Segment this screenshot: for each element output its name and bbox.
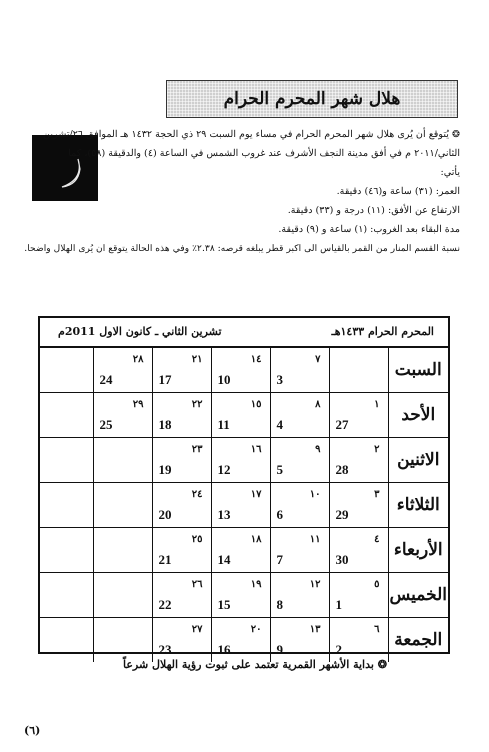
calendar-cell xyxy=(93,348,152,393)
intro-line: مدة البقاء بعد الغروب: (١) ساعة و (٩) دقيقة. xyxy=(278,224,460,235)
intro-line: العمر: (٣١) ساعة و(٤٦) دقيقة. xyxy=(336,186,460,197)
calendar-row xyxy=(40,438,448,483)
hijri-day-number: ٢٨ xyxy=(132,354,144,365)
calendar-cell xyxy=(93,438,152,483)
intro-line: الثاني/٢٠١١ م في أفق مدينة النجف الأشرف عند غروب الشمس في الساعة (٤) والدقيقة (٥٨)، كما xyxy=(68,148,460,159)
gregorian-day-number: 5 xyxy=(276,462,283,477)
hijri-day-number: ١٣ xyxy=(309,624,321,635)
hijri-day-number: ١ xyxy=(374,399,380,410)
hijri-day-number: ٣ xyxy=(374,489,380,500)
gregorian-day-number: 13 xyxy=(217,507,231,522)
gregorian-day-number: 22 xyxy=(158,597,172,612)
calendar-cell xyxy=(270,528,329,573)
title-banner xyxy=(166,80,458,118)
calendar-cell xyxy=(211,528,270,573)
hijri-month-title: المحرم الحرام ١٤٣٣هـ xyxy=(331,325,434,338)
gregorian-day-number: 4 xyxy=(276,417,283,432)
calendar-cell xyxy=(152,573,211,618)
gregorian-day-number: 25 xyxy=(99,417,113,432)
calendar-cell xyxy=(40,618,93,663)
calendar-cell xyxy=(329,438,388,483)
footnote: ❂ بداية الأشهر القمرية تعتمد على ثبوت رؤية الهلال شرعاً xyxy=(122,658,387,671)
gregorian-day-number: 2 xyxy=(335,642,342,657)
calendar-cell xyxy=(270,438,329,483)
calendar-cell xyxy=(329,573,388,618)
calendar-cell xyxy=(93,618,152,663)
gregorian-day-number: 23 xyxy=(158,642,172,657)
calendar-grid xyxy=(40,348,448,662)
gregorian-day-number: 9 xyxy=(276,642,283,657)
calendar-cell xyxy=(152,528,211,573)
gregorian-day-number: 7 xyxy=(276,552,283,567)
calendar-cell xyxy=(152,393,211,438)
gregorian-day-number: 3 xyxy=(276,372,283,387)
hijri-day-number: ٢٩ xyxy=(132,399,144,410)
hijri-day-number: ١١ xyxy=(309,534,321,545)
gregorian-day-number: 8 xyxy=(276,597,283,612)
hijri-day-number: ١٠ xyxy=(309,489,321,500)
calendar-cell xyxy=(93,393,152,438)
calendar-cell xyxy=(152,348,211,393)
calendar-cell xyxy=(152,483,211,528)
hijri-day-number: ٢٤ xyxy=(191,489,203,500)
calendar xyxy=(38,316,450,657)
hijri-day-number: ١٦ xyxy=(250,444,262,455)
hijri-day-number: ١٨ xyxy=(250,534,262,545)
calendar-cell xyxy=(329,618,388,663)
calendar-cell xyxy=(211,483,270,528)
hijri-day-number: ١٩ xyxy=(250,579,262,590)
calendar-cell xyxy=(40,348,93,393)
calendar-row xyxy=(40,393,448,438)
calendar-cell xyxy=(211,618,270,663)
gregorian-day-number: 19 xyxy=(158,462,172,477)
gregorian-day-number: 29 xyxy=(335,507,349,522)
calendar-cell xyxy=(270,393,329,438)
gregorian-day-number: 14 xyxy=(217,552,231,567)
calendar-cell xyxy=(270,618,329,663)
calendar-cell xyxy=(270,573,329,618)
hijri-day-number: ٢٣ xyxy=(191,444,203,455)
intro-line: نسبة القسم المنار من القمر بالقياس الى اكبر قطر يبلغه قرصه: ٢.٣٨٪ وفي هذه الحالة يتوقع ان يُرى الهلال واضحا. xyxy=(24,243,460,254)
hijri-day-number: ١٤ xyxy=(250,354,262,365)
hijri-day-number: ٢٦ xyxy=(191,579,203,590)
page-title: هلال شهر المحرم الحرام xyxy=(223,89,401,109)
gregorian-day-number: 28 xyxy=(335,462,349,477)
calendar-cell xyxy=(211,438,270,483)
hijri-day-number: ٤ xyxy=(374,534,380,545)
page-number: (٦) xyxy=(24,724,41,737)
intro-line: الارتفاع عن الأفق: (١١) درجة و (٣٣) دقيقة. xyxy=(287,205,460,216)
weekday-label: السبت xyxy=(388,348,448,393)
calendar-cell xyxy=(40,573,93,618)
hijri-day-number: ٦ xyxy=(374,624,380,635)
hijri-day-number: ٨ xyxy=(315,399,321,410)
calendar-row xyxy=(40,483,448,528)
gregorian-day-number: 10 xyxy=(217,372,231,387)
gregorian-day-number: 24 xyxy=(99,372,113,387)
intro-line: ❂ يُتوقع أن يُرى هلال شهر المحرم الحرام في مساء يوم السبت ٢٩ ذي الحجة ١٤٣٢ هـ الموافق ٢٦/تشرين xyxy=(43,129,460,140)
gregorian-day-number: 6 xyxy=(276,507,283,522)
gregorian-day-number: 16 xyxy=(217,642,231,657)
calendar-row xyxy=(40,348,448,393)
calendar-cell xyxy=(93,573,152,618)
calendar-cell xyxy=(40,438,93,483)
gregorian-day-number: 30 xyxy=(335,552,349,567)
gregorian-day-number: 12 xyxy=(217,462,231,477)
calendar-cell xyxy=(40,393,93,438)
calendar-cell xyxy=(329,348,388,393)
calendar-row xyxy=(40,528,448,573)
calendar-cell xyxy=(329,483,388,528)
gregorian-day-number: 1 xyxy=(335,597,342,612)
hijri-day-number: ٢٢ xyxy=(191,399,203,410)
calendar-cell xyxy=(152,618,211,663)
calendar-cell xyxy=(40,483,93,528)
weekday-label: الأربعاء xyxy=(388,528,448,573)
intro-line: يأتي: xyxy=(440,167,460,178)
hijri-day-number: ٢١ xyxy=(191,354,203,365)
calendar-header xyxy=(40,318,448,348)
calendar-cell xyxy=(40,528,93,573)
weekday-label: الخميس xyxy=(388,573,448,618)
calendar-cell xyxy=(93,528,152,573)
weekday-label: الاثنين xyxy=(388,438,448,483)
calendar-cell xyxy=(329,528,388,573)
gregorian-day-number: 27 xyxy=(335,417,349,432)
gregorian-month-title: تشرين الثاني ـ كانون الاول 2011م xyxy=(58,325,222,338)
calendar-row xyxy=(40,573,448,618)
calendar-row xyxy=(40,618,448,663)
gregorian-day-number: 11 xyxy=(217,417,230,432)
calendar-cell xyxy=(270,348,329,393)
calendar-cell xyxy=(211,348,270,393)
intro-text xyxy=(24,125,460,258)
gregorian-day-number: 21 xyxy=(158,552,172,567)
hijri-day-number: ٢٧ xyxy=(191,624,203,635)
gregorian-day-number: 18 xyxy=(158,417,172,432)
hijri-day-number: ٥ xyxy=(374,579,380,590)
weekday-label: الأحد xyxy=(388,393,448,438)
calendar-cell xyxy=(270,483,329,528)
hijri-day-number: ٢٥ xyxy=(191,534,203,545)
calendar-cell xyxy=(93,483,152,528)
gregorian-day-number: 17 xyxy=(158,372,172,387)
hijri-day-number: ٧ xyxy=(315,354,321,365)
hijri-day-number: ٩ xyxy=(315,444,321,455)
weekday-label: الجمعة xyxy=(388,618,448,663)
hijri-day-number: ٢ xyxy=(374,444,380,455)
hijri-day-number: ١٥ xyxy=(250,399,262,410)
weekday-label: الثلاثاء xyxy=(388,483,448,528)
calendar-cell xyxy=(211,393,270,438)
gregorian-day-number: 15 xyxy=(217,597,231,612)
hijri-day-number: ١٧ xyxy=(250,489,262,500)
calendar-cell xyxy=(329,393,388,438)
hijri-day-number: ٢٠ xyxy=(250,624,262,635)
gregorian-day-number: 20 xyxy=(158,507,172,522)
calendar-cell xyxy=(211,573,270,618)
hijri-day-number: ١٢ xyxy=(309,579,321,590)
calendar-cell xyxy=(152,438,211,483)
